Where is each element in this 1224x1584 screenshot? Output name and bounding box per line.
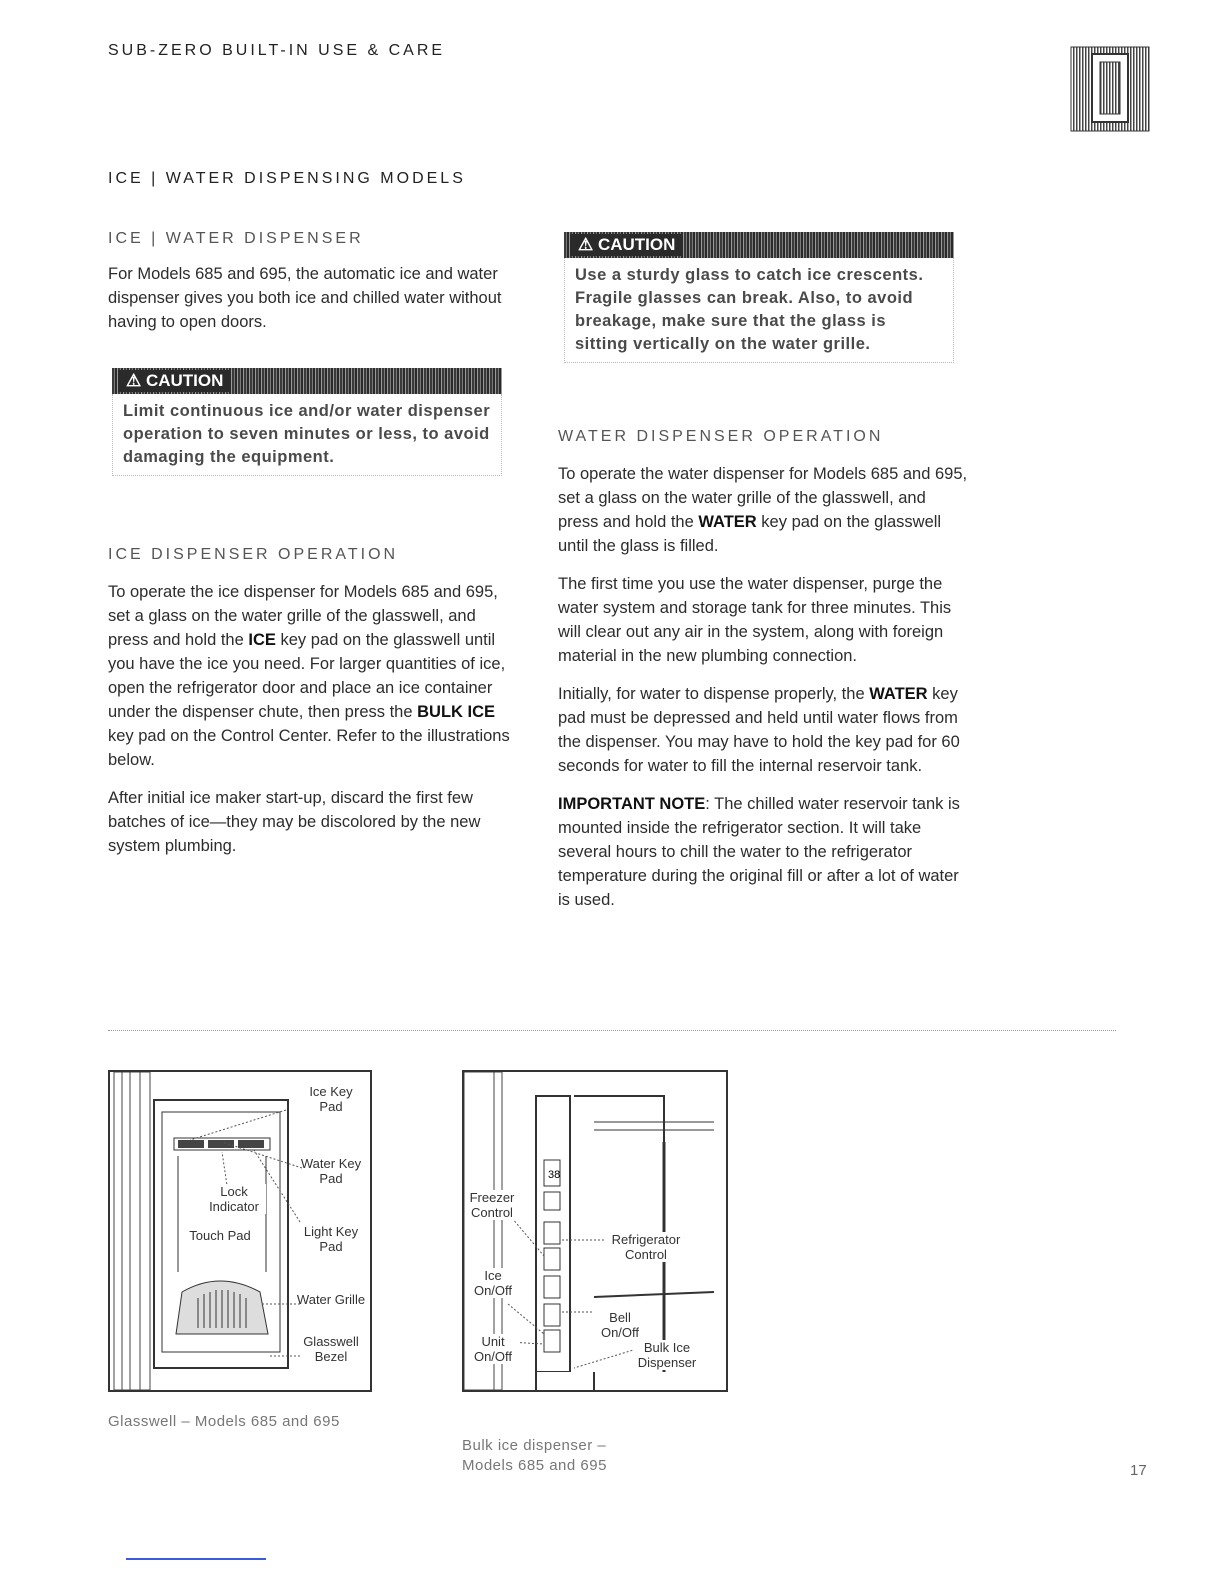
bulk-ice-dispenser-illustration [462,1070,728,1392]
important-note [558,792,968,912]
caution-label: ⚠ CAUTION [570,234,683,256]
light-key-pad-label: Light Key Pad [303,1224,359,1254]
bulk-ice-caption-line1: Bulk ice dispenser – [462,1437,607,1454]
ice-text-2: key pad on the glasswell until you have the ice you need. For larger quantities of ice, open the refrigerator door and place an ice container under the dispenser chute, then press the [108,631,506,721]
caution-bar [112,368,502,394]
ice-key-pad-label: Ice Key Pad [309,1084,353,1114]
water-grille-label: Water Grille [296,1292,366,1307]
glasswell-illustration [108,1070,372,1392]
refrigerator-control-label: Refrigerator Control [604,1232,688,1262]
ice-key-term: ICE [248,631,276,649]
water-purge-text: The first time you use the water dispenser, purge the water system and storage tank for three minutes. This will clear out any air in the system, along with foreign material in the new plumbing connection. [558,575,952,665]
dispenser-heading: ICE | WATER DISPENSER [108,230,364,247]
caution-label: ⚠ CAUTION [118,370,231,392]
bulk-ice-caption-line2: Models 685 and 695 [462,1457,607,1474]
important-label: IMPORTANT NOTE [558,795,706,813]
water-operation-text [558,462,968,558]
ice-operation-text [108,580,518,772]
dispenser-text: For Models 685 and 695, the automatic ice and water dispenser gives you both ice and chilled water without having to open doors. [108,265,502,331]
caution-box-left [112,368,502,476]
bulk-ice-dispenser-label: Bulk Ice Dispenser [634,1340,700,1370]
page-number: 17 [1130,1462,1147,1479]
ice-text-1: To operate the ice dispenser for Models 685 and 695, set a glass on the water grille of the glasswell, and press and hold the [108,583,498,649]
water-text-2: key pad on the glasswell until the glass is filled. [558,513,942,555]
freezer-control-label: Freezer Control [466,1190,518,1220]
ice-operation-section [108,546,518,872]
left-column [108,230,518,348]
glasswell-bezel-label: Glasswell Bezel [303,1334,359,1364]
unit-on-off-label: Unit On/Off [468,1334,518,1364]
ice-on-off-label: Ice On/Off [468,1268,518,1298]
footer-link-underline [126,1558,266,1560]
touch-pad-label: Touch Pad [180,1228,260,1243]
water-initial-1: Initially, for water to dispense properly, the [558,685,870,703]
refrigerator-tab-icon [1070,46,1150,132]
water-operation-heading: WATER DISPENSER OPERATION [558,428,884,445]
caution-text: Limit continuous ice and/or water dispenser operation to seven minutes or less, to avoid damaging the equipment. [112,394,502,476]
ice-startup-text: After initial ice maker start-up, discard the first few batches of ice—they may be discolored by the new system plumbing. [108,789,481,855]
water-text-1: To operate the water dispenser for Models 685 and 695, set a glass on the water grille of the glasswell, and press and hold the [558,465,968,531]
ice-text-3: key pad on the Control Center. Refer to the illustrations below. [108,727,510,769]
water-initial-2: key pad must be depressed and held until water flows from the dispenser. You may have to hold the key pad for 60 seconds for water to fill the internal reservoir tank. [558,685,960,775]
water-key-term: WATER [698,513,757,531]
lock-indicator-label: Lock Indicator [202,1184,266,1214]
caution-box-right [564,232,954,363]
caution-label-text: CAUTION [597,235,676,254]
bell-on-off-label: Bell On/Off [594,1310,646,1340]
water-initial-text [558,682,968,778]
section-divider [108,1030,1116,1031]
caution-bar [564,232,954,258]
section-title: ICE | WATER DISPENSING MODELS [108,170,466,187]
glasswell-caption: Glasswell – Models 685 and 695 [108,1413,340,1430]
running-header: SUB-ZERO BUILT-IN USE & CARE [108,42,446,59]
caution-text: Use a sturdy glass to catch ice crescents. Fragile glasses can break. Also, to avoid breakage, make sure that the glass is sitting vertically on the water grille. [564,258,954,363]
bulk-ice-caption [462,1436,607,1476]
caution-label-text: CAUTION [145,371,224,390]
water-key-term-2: WATER [869,685,928,703]
bulk-ice-key-term: BULK ICE [417,703,496,721]
important-text: : The chilled water reservoir tank is mounted inside the refrigerator section. It will take several hours to chill the water to the refrigerator temperature during the original fill or after a lot of water is used. [558,795,960,909]
water-key-pad-label: Water Key Pad [300,1156,362,1186]
ice-operation-heading: ICE DISPENSER OPERATION [108,546,399,563]
display-value: 38 [548,1169,561,1181]
water-operation-section [558,428,968,926]
